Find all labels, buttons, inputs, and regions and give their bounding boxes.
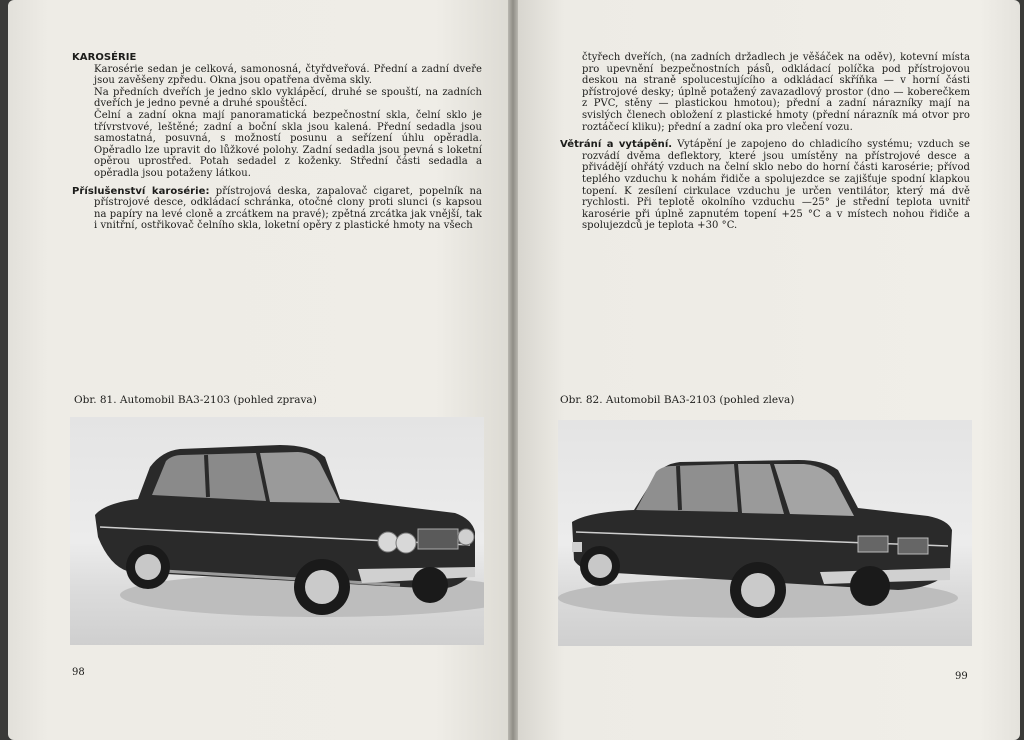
page-number-left: 98 [72,667,85,678]
figure-caption-81: Obr. 81. Automobil BA3-2103 (pohled zprava) [74,394,317,406]
accessories-text: přístrojová deska, zapalovač cigaret, popelník na přístrojové desce, odkládací schránka, otočné clony proti slunci (s kapsou na papíry na levé cloně a zrcátkem na pravé); zpětná zrcátka jak vnější, tak i vnitřní, ostřikovač čelního skla, loketní opěry z plastické hmoty na všech [94,185,482,232]
paragraph-body-3: Čelní a zadní okna mají panoramatická bezpečnostní skla, čelní sklo je třívrstvové, leštěné; zadní a boční skla jsou kalená. Přední sedadla jsou samostatná, posuvná, s možností posunu a seřízení úhlu opěradla. Opěradlo lze upravit do lůžkové polohy. Zadní sedadla jsou pevná s loketní opěrou uprostřed. Potah sedadel z koženky. Střední části sedadla a opěradla jsou potaženy látkou. [94,109,482,179]
ventilation-text: Vytápění je zapojeno do chladicího systému; vzduch se rozvádí dvěma deflektory, které jsou umístěny na přístrojové desce a přivádějí ohřátý vzduch na čelní sklo nebo do horní části karosérie; přívod teplého vzduchu k nohám řidiče a spolujezdce se zajišťuje spodní klapkou topení. K zesílení cirkulace vzduchu je určen ventilátor, který má dvě rychlosti. Při teplotě okolního vzduchu —25° je střední teplota uvnitř karosérie při úplně zapnutém topení +25 °C a v místech nohou řidiče a spolujezdců je teplota +30 °C. [582,139,970,232]
paragraph-ventilation [560,139,970,232]
car-illustration-left [558,420,972,646]
page-number-right: 99 [955,671,968,682]
car-illustration-right [70,417,484,645]
book-gutter [508,0,518,740]
figure-caption-82: Obr. 82. Automobil BA3-2103 (pohled zleva) [560,394,795,406]
car-photo-right-view [70,417,484,645]
section-heading-karoserie: KAROSÉRIE [72,52,137,63]
left-text-block [72,52,482,232]
paragraph-body-1: Karosérie sedan je celková, samonosná, čtyřdveřová. Přední a zadní dveře jsou zavěšeny zpředu. Okna jsou opatřena dvěma skly. [94,63,482,87]
car-photo-left-view [558,420,972,646]
right-text-block [560,52,970,232]
paragraph-continuation: čtyřech dveřích, (na zadních držadlech je věšáček na oděv), kotevní místa pro upevnění bezpečnostních pásů, odkládací políčka pod přístrojovou deskou na straně spolucestujícího a odkládací skříňka — v horní části přístrojové desky; úplně potažený zavazadlový prostor (dno — koberečkem z PVC, stěny — plastickou hmotou); přední a zadní nárazníky mají na svislých členech obložení z plastické hmoty (přední nárazník má otvor pro roztáčecí kliku); přední a zadní oka pro vlečení vozu. [582,52,970,133]
accessories-title: Příslušenství karosérie: [72,185,210,197]
paragraph-body-2: Na předních dveřích je jedno sklo vyklápěcí, druhé se spouští, na zadních dveřích je jedno pevné a druhé spouštěcí. [94,86,482,110]
paragraph-accessories [72,186,482,232]
ventilation-title: Větrání a vytápění. [560,139,673,151]
